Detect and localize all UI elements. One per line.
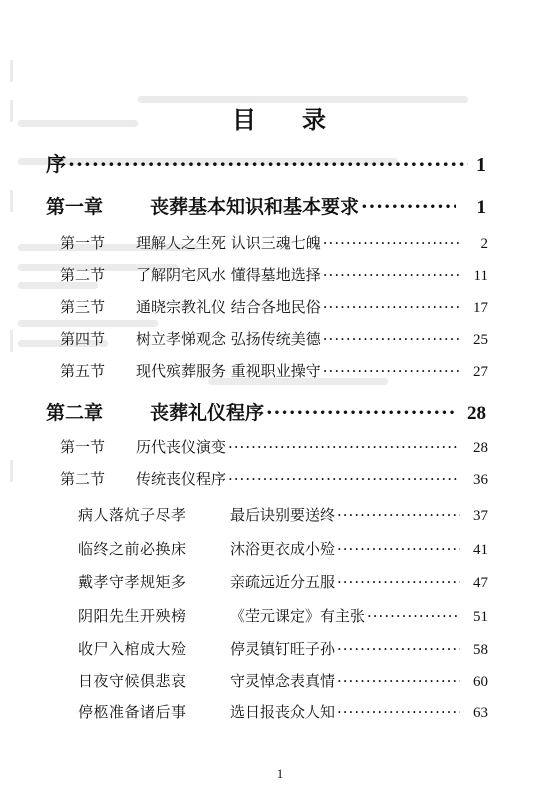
dot-leader xyxy=(323,266,460,284)
dot-leader xyxy=(228,438,460,456)
toc-chapter-1[interactable] xyxy=(46,192,486,219)
toc-section-2-2[interactable] xyxy=(60,468,488,489)
subentry-right-text: 最后诀别要送终 xyxy=(230,506,336,524)
toc-title-char-2: 录 xyxy=(302,105,328,134)
toc-section-1-2[interactable] xyxy=(60,264,488,285)
subentry-left-text: 收尸入棺成大殓 xyxy=(78,640,187,658)
section-number: 第三节 xyxy=(60,298,106,316)
chapter-title: 丧葬基本知识和基本要求 xyxy=(150,196,360,218)
subentry-right-text: 沐浴更衣成小殓 xyxy=(230,540,336,558)
section-title: 树立孝悌观念 弘扬传统美德 xyxy=(136,330,321,348)
subentry-left-text: 阴阳先生开殃榜 xyxy=(78,607,187,625)
chapter-title: 丧葬礼仪程序 xyxy=(150,402,265,424)
toc-page-number: 37 xyxy=(473,508,488,524)
toc-page-number: 27 xyxy=(473,364,488,380)
toc-section-1-5[interactable] xyxy=(60,360,488,381)
subentry-left-text: 停柩准备诸后事 xyxy=(78,703,187,721)
dot-leader xyxy=(337,506,460,524)
toc-page-number: 1 xyxy=(476,197,486,218)
toc-page-number: 28 xyxy=(473,440,488,456)
dot-leader xyxy=(323,330,460,348)
toc-page-number: 36 xyxy=(473,472,488,488)
toc-section-1-1[interactable] xyxy=(60,232,488,253)
subentry-right-text: 守灵悼念表真情 xyxy=(230,672,336,690)
dot-leader xyxy=(337,573,460,591)
dot-leader xyxy=(337,540,460,558)
subentry-left-text: 日夜守候俱悲哀 xyxy=(78,672,187,690)
toc-subentry-7[interactable] xyxy=(78,701,488,722)
section-number: 第一节 xyxy=(60,438,106,456)
section-title: 了解阴宅风水 懂得墓地选择 xyxy=(136,266,321,284)
toc-subentry-4[interactable] xyxy=(78,605,488,626)
section-number: 第二节 xyxy=(60,266,106,284)
toc-section-2-1[interactable] xyxy=(60,436,488,457)
section-title: 历代丧仪演变 xyxy=(136,438,227,456)
toc-section-1-3[interactable] xyxy=(60,296,488,317)
toc-page-number: 25 xyxy=(473,332,488,348)
dot-leader xyxy=(323,298,460,316)
toc-chapter-2[interactable] xyxy=(46,398,486,425)
section-number: 第四节 xyxy=(60,330,106,348)
dot-leader xyxy=(228,470,460,488)
subentry-left-text: 戴孝守孝规矩多 xyxy=(78,573,187,591)
subentry-right-text: 亲疏远近分五服 xyxy=(230,573,336,591)
section-title: 理解人之生死 认识三魂七魄 xyxy=(136,234,321,252)
toc-subentry-6[interactable] xyxy=(78,670,488,691)
section-number: 第二节 xyxy=(60,470,106,488)
subentry-left-text: 临终之前必换床 xyxy=(78,540,187,558)
toc-page-number: 58 xyxy=(473,642,488,658)
toc-page-number: 11 xyxy=(473,268,488,284)
toc-title xyxy=(0,100,560,135)
toc-page-number: 2 xyxy=(480,236,488,252)
toc-title-char-1: 目 xyxy=(232,105,258,134)
toc-page-number: 41 xyxy=(473,542,488,558)
toc-entry-label: 序 xyxy=(46,152,66,176)
dot-leader xyxy=(266,402,456,424)
toc-page-number: 28 xyxy=(467,403,486,424)
section-number: 第五节 xyxy=(60,362,106,380)
section-title: 通晓宗教礼仪 结合各地民俗 xyxy=(136,298,321,316)
subentry-right-text: 选日报丧众人知 xyxy=(230,703,336,721)
toc-subentry-1[interactable] xyxy=(78,504,488,525)
section-number: 第一节 xyxy=(60,234,106,252)
toc-page-number: 60 xyxy=(473,674,488,690)
chapter-number: 第一章 xyxy=(46,196,104,218)
toc-page-number: 47 xyxy=(473,575,488,591)
dot-leader xyxy=(323,234,460,252)
toc-subentry-3[interactable] xyxy=(78,571,488,592)
toc-page-number: 63 xyxy=(473,705,488,721)
dot-leader xyxy=(361,196,456,218)
toc-section-1-4[interactable] xyxy=(60,328,488,349)
toc-subentry-5[interactable] xyxy=(78,638,488,659)
dot-leader xyxy=(337,640,460,658)
chapter-number: 第二章 xyxy=(46,402,104,424)
dot-leader xyxy=(337,703,460,721)
toc-page-number: 17 xyxy=(473,300,488,316)
subentry-right-text: 停灵镇钉旺子孙 xyxy=(230,640,336,658)
section-title: 传统丧仪程序 xyxy=(136,470,227,488)
toc-page-number: 1 xyxy=(476,154,486,176)
section-title: 现代殡葬服务 重视职业操守 xyxy=(136,362,321,380)
toc-subentry-2[interactable] xyxy=(78,538,488,559)
dot-leader xyxy=(367,607,460,625)
subentry-left-text: 病人落炕子尽孝 xyxy=(78,506,187,524)
dot-leader xyxy=(337,672,460,690)
toc-page-number: 51 xyxy=(473,609,488,625)
dot-leader xyxy=(323,362,460,380)
toc-entry-preface[interactable] xyxy=(46,148,486,177)
subentry-right-text: 《茔元课定》有主张 xyxy=(230,607,366,625)
footer-page-number: 1 xyxy=(276,766,284,781)
dot-leader xyxy=(68,152,468,176)
